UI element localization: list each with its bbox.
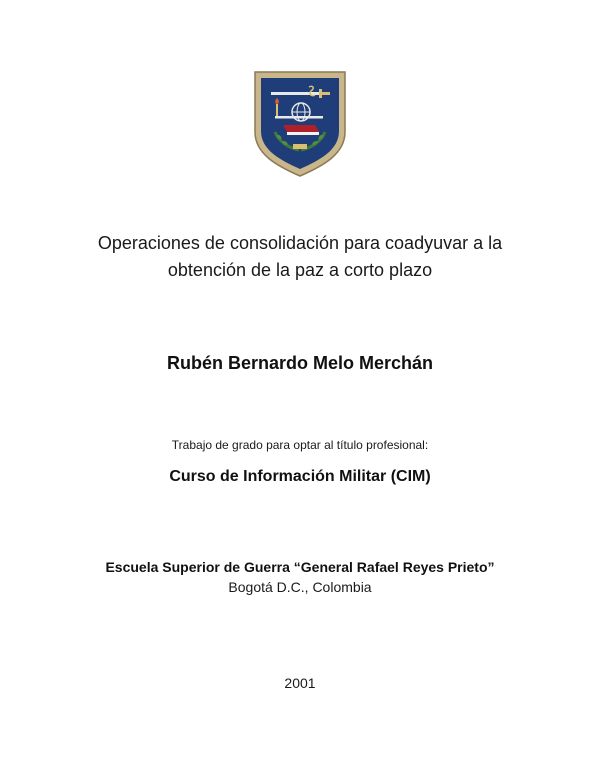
school-name: Escuela Superior de Guerra “General Rafael Reyes Prieto” bbox=[105, 559, 495, 575]
degree-name: Curso de Información Militar (CIM) bbox=[169, 468, 431, 485]
title-line-2: obtención de la paz a corto plazo bbox=[167, 260, 433, 280]
location-text: Bogotá D.C., Colombia bbox=[228, 579, 372, 595]
author-name: Rubén Bernardo Melo Merchán bbox=[166, 353, 434, 373]
document-title bbox=[40, 230, 560, 284]
school-shield-icon bbox=[253, 70, 347, 178]
title-line-1: Operaciones de consolidación para coadyuvar a la bbox=[97, 233, 503, 253]
degree-intro-text: Trabajo de grado para optar al título profesional: bbox=[171, 438, 429, 452]
publication-year: 2001 bbox=[284, 675, 316, 691]
